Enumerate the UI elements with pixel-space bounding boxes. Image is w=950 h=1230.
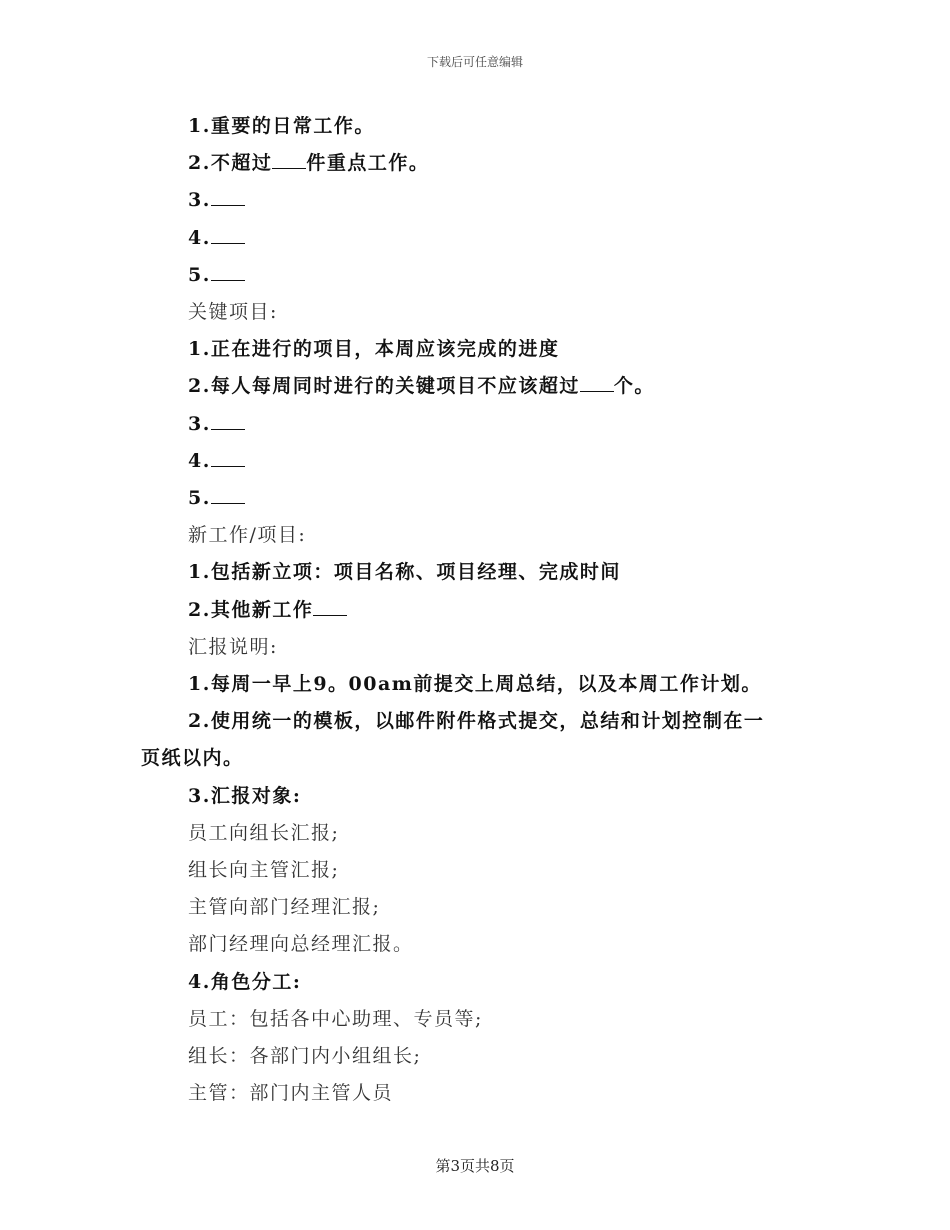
line-text: 5. bbox=[188, 263, 211, 286]
document-line bbox=[188, 145, 429, 182]
line-text-after-blank: 个。 bbox=[613, 375, 655, 398]
line-text: 1.包括新立项：项目名称、项目经理、完成时间 bbox=[188, 561, 621, 584]
line-text: 组长向主管汇报; bbox=[188, 859, 340, 881]
line-text: 主管向部门经理汇报; bbox=[188, 896, 381, 919]
fill-in-blank bbox=[211, 450, 245, 467]
document-line bbox=[188, 1075, 393, 1112]
line-text: 5. bbox=[188, 487, 211, 509]
document-line bbox=[188, 889, 380, 926]
line-text: 页纸以内。 bbox=[141, 747, 244, 770]
document-line bbox=[188, 108, 375, 145]
document-line bbox=[141, 740, 244, 777]
line-text: 3. bbox=[188, 189, 211, 212]
document-line bbox=[188, 257, 245, 294]
fill-in-blank bbox=[580, 375, 614, 392]
document-line bbox=[188, 517, 306, 554]
line-text: 组长：各部门内小组组长; bbox=[188, 1045, 422, 1067]
document-line bbox=[188, 592, 347, 629]
document-line bbox=[188, 480, 245, 517]
line-text: 4. bbox=[188, 449, 211, 472]
line-text: 1.重要的日常工作。 bbox=[188, 115, 375, 137]
document-line bbox=[188, 331, 559, 368]
document-line bbox=[188, 778, 301, 815]
fill-in-blank bbox=[211, 264, 245, 281]
line-text: 2.使用统一的模板，以邮件附件格式提交，总结和计划控制在一 bbox=[188, 710, 765, 733]
document-line bbox=[188, 368, 655, 405]
document-line bbox=[188, 1038, 421, 1075]
line-text: 员工向组长汇报; bbox=[188, 821, 340, 844]
fill-in-blank bbox=[211, 189, 245, 206]
line-text: 1.每周一早上9。00am前提交上周总结，以及本周工作计划。 bbox=[188, 673, 762, 695]
page-footer: 第3页共8页 bbox=[435, 1157, 515, 1175]
line-text: 1.正在进行的项目，本周应该完成的进度 bbox=[188, 338, 560, 361]
document-line bbox=[188, 220, 245, 257]
document-line bbox=[188, 852, 339, 889]
line-text: 3.汇报对象: bbox=[188, 784, 302, 807]
page-header: 下载后可任意编辑 bbox=[426, 55, 523, 69]
line-text-after-blank: 件重点工作。 bbox=[306, 152, 430, 175]
line-text: 2.其他新工作 bbox=[188, 598, 314, 621]
document-line bbox=[188, 182, 245, 219]
line-text: 主管：部门内主管人员 bbox=[188, 1082, 394, 1105]
document-line bbox=[188, 815, 339, 852]
line-text: 员工：包括各中心助理、专员等; bbox=[188, 1007, 483, 1030]
document-line bbox=[188, 294, 278, 331]
line-text: 4. bbox=[188, 226, 211, 249]
document-line bbox=[188, 964, 301, 1001]
line-text: 3. bbox=[188, 412, 211, 435]
line-text: 部门经理向总经理汇报。 bbox=[188, 933, 414, 956]
document-line bbox=[188, 443, 245, 480]
fill-in-blank bbox=[211, 413, 245, 430]
document-line bbox=[188, 629, 278, 666]
fill-in-blank bbox=[211, 227, 245, 244]
document-line bbox=[188, 926, 414, 963]
fill-in-blank bbox=[211, 487, 245, 504]
document-line bbox=[188, 406, 245, 443]
line-text: 关键项目: bbox=[188, 301, 278, 323]
line-text: 2.不超过 bbox=[188, 152, 273, 175]
line-text: 4.角色分工: bbox=[188, 970, 302, 993]
fill-in-blank bbox=[313, 599, 347, 616]
document-line bbox=[188, 666, 762, 703]
document-line bbox=[188, 1001, 483, 1038]
document-line bbox=[188, 554, 621, 591]
line-text: 新工作/项目: bbox=[188, 524, 307, 547]
line-text: 2.每人每周同时进行的关键项目不应该超过 bbox=[188, 375, 580, 398]
document-line bbox=[188, 703, 764, 740]
fill-in-blank bbox=[272, 152, 306, 169]
line-text: 汇报说明: bbox=[188, 635, 278, 658]
